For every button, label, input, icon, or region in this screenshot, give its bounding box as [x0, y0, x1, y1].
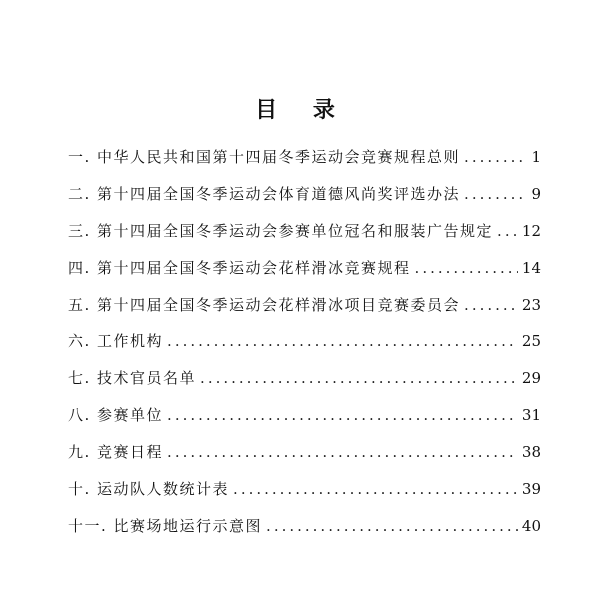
- toc-entry[interactable]: [68, 290, 541, 327]
- toc-page-number: 39: [521, 480, 541, 499]
- dot-leader: [464, 142, 525, 172]
- toc-page-number: 1: [531, 148, 541, 166]
- dot-leader: [497, 216, 518, 246]
- toc-entry[interactable]: [68, 400, 541, 437]
- dot-leader: [167, 326, 518, 356]
- toc-entry-title: 八. 参赛单位: [68, 406, 164, 425]
- toc-entry-title: 七. 技术官员名单: [68, 369, 197, 388]
- dot-leader: [464, 290, 518, 320]
- toc-entry[interactable]: [68, 216, 541, 253]
- toc-title: 目 录: [255, 98, 349, 123]
- table-of-contents: [68, 142, 541, 548]
- toc-entry-title: 一. 中华人民共和国第十四届冬季运动会竞赛规程总则: [68, 148, 461, 166]
- toc-entry-title: 五. 第十四届全国冬季运动会花样滑冰项目竞赛委员会: [68, 295, 461, 314]
- toc-entry[interactable]: [68, 179, 541, 216]
- toc-entry-title: 十一. 比赛场地运行示意图: [68, 516, 263, 535]
- toc-page-number: 31: [521, 406, 541, 425]
- dot-leader: [167, 437, 518, 467]
- dot-leader: [200, 363, 518, 393]
- toc-entry-title: 九. 竞赛日程: [68, 443, 164, 462]
- toc-entry[interactable]: [68, 437, 541, 474]
- toc-page-number: 38: [521, 443, 541, 462]
- toc-entry[interactable]: [68, 142, 541, 179]
- toc-entry-title: 四. 第十四届全国冬季运动会花样滑冰竞赛规程: [68, 258, 411, 277]
- toc-page-number: 40: [521, 516, 541, 535]
- toc-page-number: 14: [521, 258, 541, 277]
- toc-entry[interactable]: [68, 326, 541, 363]
- toc-entry[interactable]: [68, 363, 541, 400]
- toc-page-number: 25: [521, 332, 541, 351]
- dot-leader: [167, 400, 518, 430]
- dot-leader: [266, 511, 518, 541]
- dot-leader: [464, 179, 525, 209]
- toc-entry-title: 三. 第十四届全国冬季运动会参赛单位冠名和服装广告规定: [68, 221, 494, 240]
- toc-entry[interactable]: [68, 474, 541, 511]
- toc-page-number: 12: [521, 221, 541, 240]
- dot-leader: [415, 253, 518, 283]
- dot-leader: [233, 474, 518, 504]
- toc-entry-title: 十. 运动队人数统计表: [68, 480, 230, 499]
- toc-entry[interactable]: [68, 511, 541, 548]
- toc-entry[interactable]: [68, 253, 541, 290]
- toc-page-number: 29: [521, 369, 541, 388]
- toc-page-number: 9: [531, 184, 541, 203]
- toc-page-number: 23: [521, 295, 541, 314]
- toc-entry-title: 二. 第十四届全国冬季运动会体育道德风尚奖评选办法: [68, 184, 461, 203]
- toc-entry-title: 六. 工作机构: [68, 332, 164, 351]
